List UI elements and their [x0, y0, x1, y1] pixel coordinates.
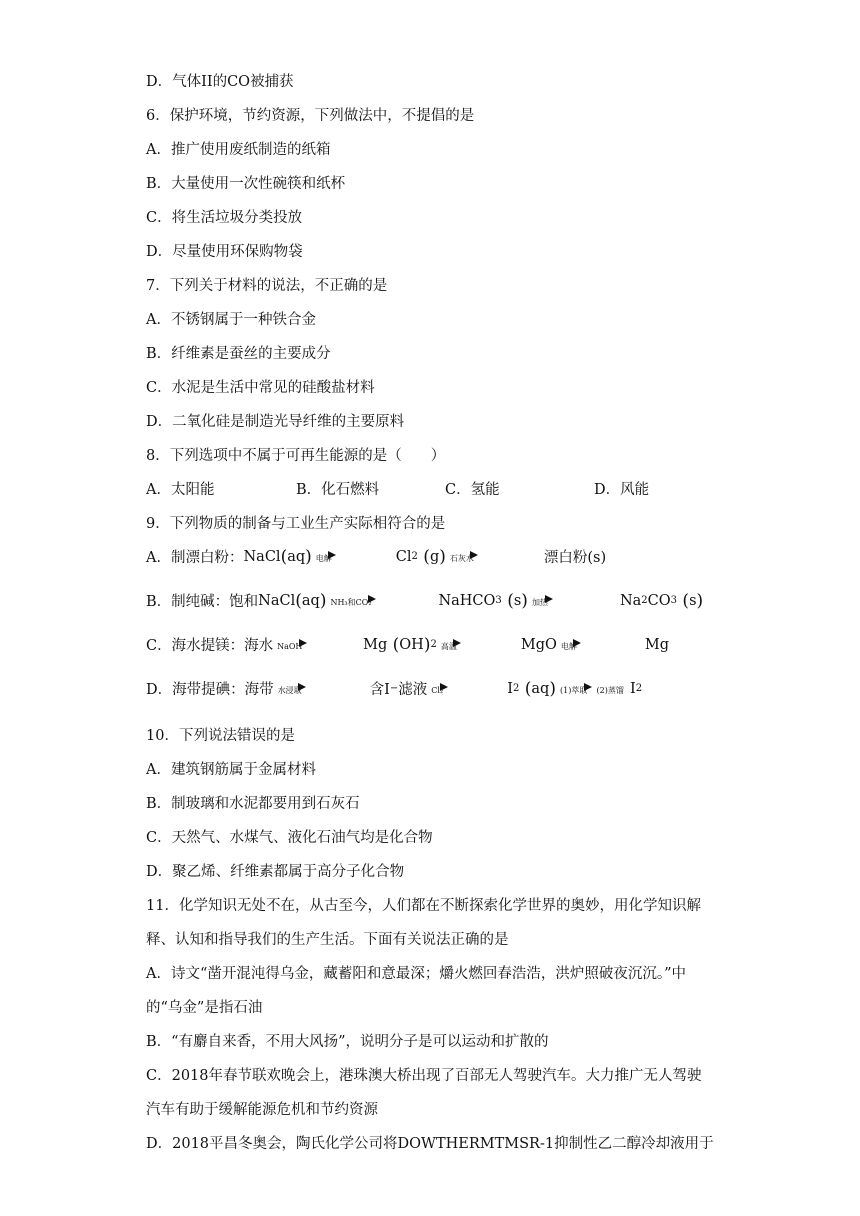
q8-option-a: A．太阳能 [146, 482, 215, 498]
q7-option-b: B．纤维素是蚕丝的主要成分 [146, 346, 331, 362]
q9c-condition-2: 高温 [440, 641, 457, 651]
q11-stem-line2: 释、认知和指导我们的生产生活。下面有关说法正确的是 [146, 932, 509, 948]
q6-option-a: A．推广使用废纸制造的纸箱 [146, 142, 331, 158]
q8-option-d: D．风能 [594, 482, 650, 498]
q8-stem: 8．下列选项中不属于可再生能源的是（ ） [146, 448, 446, 464]
q8-option-c: C．氢能 [445, 482, 500, 498]
q9b-condition-2: 加热 [531, 597, 548, 607]
q10-option-d: D．聚乙烯、纤维素都属于高分子化合物 [146, 864, 405, 880]
q9a-prefix: A．制漂白粉： [146, 550, 244, 566]
q9b-na2co3-co: CO [647, 592, 671, 609]
q9c-arrow-1 [277, 637, 359, 653]
q10-option-b: B．制玻璃和水泥都要用到石灰石 [146, 796, 360, 812]
q9c-product: Mg [644, 636, 670, 653]
q7-stem: 7．下列关于材料的说法，不正确的是 [146, 278, 388, 294]
q6-stem: 6．保护环境，节约资源，下列做法中，不提倡的是 [146, 108, 475, 124]
q9b-prefix: B．制纯碱：饱和 [146, 594, 259, 610]
q9d-product: I [629, 680, 636, 697]
q9a-nacl-state: aq [287, 548, 306, 565]
q11-stem-line1: 11．化学知识无处不在，从古至今，人们都在不断探索化学世界的奥妙，用化学知识解 [146, 898, 701, 914]
q6-option-d: D．尽量使用环保购物袋 [146, 244, 303, 260]
q9b-na2co3-state: s [689, 592, 697, 609]
q9a-arrow-1 [316, 549, 392, 565]
q9c-oh-sub: 2 [430, 639, 437, 650]
q9c-oh: OH [399, 636, 424, 653]
q9c-mg: Mg [363, 636, 388, 653]
q9b-nacl-state: aq [301, 592, 320, 609]
q9a-nacl: NaCl [243, 548, 281, 565]
q9c-condition-1: NaOH [277, 641, 303, 651]
q9b-nahco3-sub: 3 [495, 595, 502, 606]
q11-option-a-line2: 的“乌金”是指石油 [146, 1000, 263, 1016]
q9d-i2-state: aq [531, 680, 550, 697]
q9c-arrow-2 [441, 637, 517, 653]
q9a-product: 漂白粉(s) [543, 550, 607, 566]
q9c-condition-3: 电解 [560, 641, 577, 651]
q10-stem: 10．下列说法错误的是 [146, 728, 295, 744]
q9b-condition-1: NH₃和CO₂ [330, 597, 372, 607]
q11-option-d: D．2018平昌冬奥会，陶氏化学公司将DOWTHERMTMSR-1抑制性乙二醇冷却液用于 [146, 1136, 714, 1152]
q10-option-a: A．建筑钢筋属于金属材料 [146, 762, 316, 778]
q9d-arrow-3 [560, 681, 626, 697]
q7-option-a: A．不锈钢属于一种铁合金 [146, 312, 316, 328]
q7-option-c: C．水泥是生活中常见的硅酸盐材料 [146, 380, 375, 396]
q9c-mgo: MgO [520, 636, 557, 653]
q9d-iodide: 含I [369, 682, 390, 698]
q11-option-b: B．“有麝自来香，不用大风扬”，说明分子是可以运动和扩散的 [146, 1034, 549, 1050]
q7-option-d: D．二氧化硅是制造光导纤维的主要原料 [146, 414, 405, 430]
q9a-condition-1: 电解 [315, 553, 332, 563]
q9d-filtrate: 滤液 [398, 682, 428, 698]
q9d-iodide-charge: − [389, 683, 399, 694]
q9c-arrow-3 [561, 637, 641, 653]
q9-stem: 9．下列物质的制备与工业生产实际相符合的是 [146, 516, 446, 532]
q11-option-c-line2: 汽车有助于缓解能源危机和节约资源 [146, 1102, 378, 1118]
q9d-arrow-2 [431, 681, 503, 697]
q10-option-c: C．天然气、水煤气、液化石油气均是化合物 [146, 830, 433, 846]
q9d-prefix: D．海带提碘：海带 [146, 682, 274, 698]
q9a-condition-2: 石灰水 [449, 553, 474, 563]
q5-option-d: D．气体II的CO被捕获 [146, 74, 294, 90]
q9-option-d: D．海带提碘：海带 水浸取 含I − 滤液 Cl₂ I 2 ( aq ) (1)萃取 (2)蒸馏 I 2 [146, 678, 643, 699]
q9b-arrow-1 [330, 593, 434, 609]
q11-option-c-line1: C．2018年春节联欢晚会上，港珠澳大桥出现了百部无人驾驶汽车。大力推广无人驾驶 [146, 1068, 702, 1084]
q9d-arrow-1 [278, 681, 366, 697]
q9b-na2co3-sub2: 3 [670, 595, 678, 606]
q8-option-b: B．化石燃料 [296, 482, 380, 498]
q9d-condition-3-top: (1)萃取 [559, 685, 588, 695]
q9d-i2: I [507, 680, 513, 697]
q9b-na2co3-sub1: 2 [641, 595, 648, 606]
q6-option-c: C．将生活垃圾分类投放 [146, 210, 303, 226]
q9d-condition-1: 水浸取 [277, 685, 302, 695]
q9a-cl2-sub: 2 [411, 551, 418, 562]
q9d-product-sub: 2 [635, 683, 643, 694]
q9-option-c: C．海水提镁：海水 NaOH Mg ( OH ) 2 高温 MgO 电解 Mg [146, 634, 670, 655]
q9-option-b: B．制纯碱：饱和 NaCl ( aq ) NH₃和CO₂ NaHCO 3 ( s ) 加热 Na 2 CO 3 ( s ) [146, 590, 704, 611]
q6-option-b: B．大量使用一次性碗筷和纸杯 [146, 176, 346, 192]
q9b-nacl: NaCl [258, 592, 296, 609]
q9d-condition-3-bottom: (2)蒸馏 [596, 685, 624, 695]
q9c-prefix: C．海水提镁：海水 [146, 638, 274, 654]
q9b-arrow-2 [532, 593, 616, 609]
q9d-condition-2: Cl₂ [431, 685, 444, 695]
q9b-nahco3-state: s [513, 592, 522, 609]
q9a-cl2: Cl [395, 548, 412, 565]
q9b-na2co3: Na [619, 592, 642, 609]
q9b-nahco3: NaHCO [438, 592, 496, 609]
q9d-i2-sub: 2 [512, 683, 520, 694]
q9a-arrow-2 [450, 549, 540, 565]
q11-option-a-line1: A．诗文“凿开混沌得乌金，藏蓄阳和意最深；爝火燃回春浩浩，洪炉照破夜沉沉。”中 [146, 966, 687, 982]
q9a-cl2-state: g [429, 548, 440, 565]
q9-option-a: A．制漂白粉： NaCl ( aq ) 电解 Cl 2 ( g ) 石灰水 漂白粉(s) [146, 546, 607, 567]
